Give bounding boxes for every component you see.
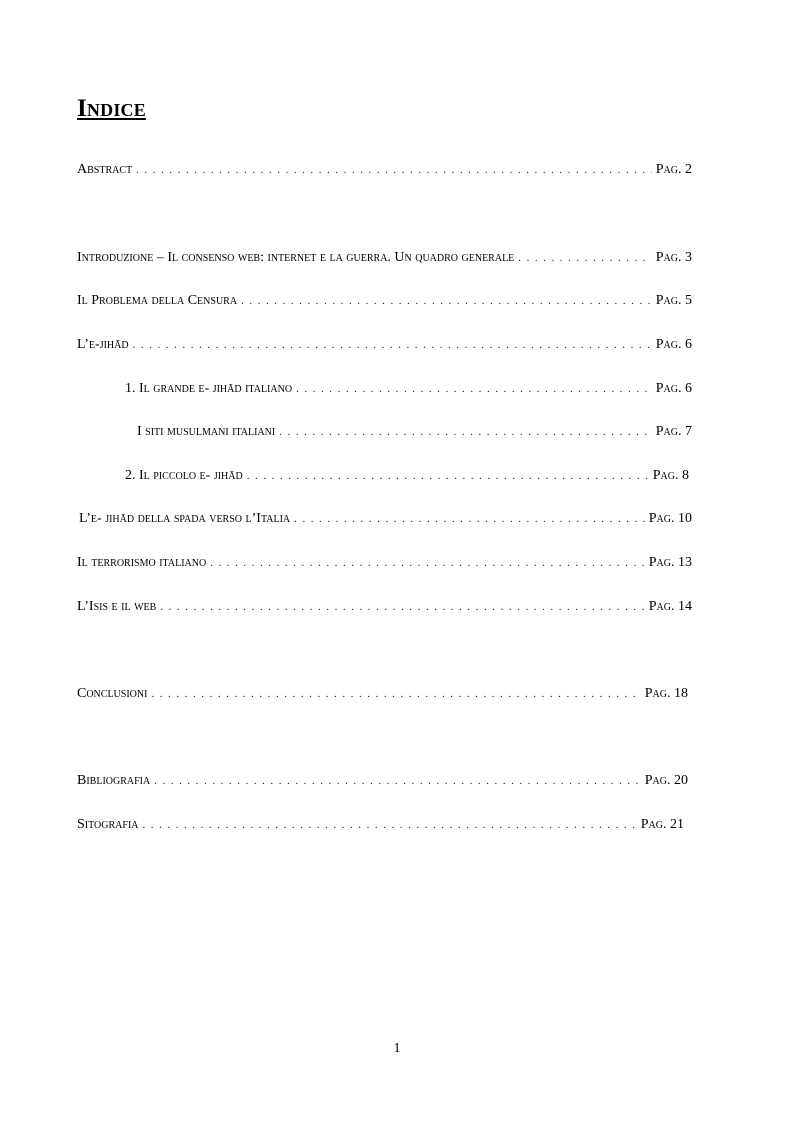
page-number: 1 <box>393 1041 401 1056</box>
dot-leader <box>151 688 640 700</box>
toc-entry-label: Abstract <box>77 162 133 177</box>
toc-entry-label: Il Problema della Censura <box>77 293 238 308</box>
toc-entry-label: L’e-jihād <box>77 337 129 352</box>
toc-title: Indice <box>77 95 146 122</box>
dot-leader <box>241 295 652 307</box>
toc-entry-sitografia <box>77 817 684 833</box>
toc-entry-page: Pag. 7 <box>655 424 692 439</box>
dot-leader <box>160 601 644 613</box>
toc-entry-page: Pag. 13 <box>648 555 692 570</box>
toc-entry-label: L’Isis e il web <box>77 599 157 614</box>
dot-leader <box>143 819 637 831</box>
dot-leader <box>136 164 652 176</box>
toc-entry-page: Pag. 21 <box>640 817 684 832</box>
toc-entry-e-jihad <box>77 337 692 353</box>
toc-entry-page: Pag. 10 <box>648 511 692 526</box>
toc-entry-abstract <box>77 162 692 178</box>
toc-entry-grande-e-jihad <box>125 381 692 397</box>
dot-leader <box>210 557 645 569</box>
toc-entry-bibliografia <box>77 773 688 789</box>
toc-entry-page: Pag. 8 <box>652 468 689 483</box>
toc-entry-label: Conclusioni <box>77 686 148 701</box>
toc-entry-label: 1. Il grande e- jihād italiano <box>125 381 293 396</box>
toc-entry-label: Bibliografia <box>77 773 151 788</box>
toc-entry-spada <box>79 511 692 527</box>
dot-leader <box>294 513 645 525</box>
toc-entry-label: Il terrorismo italiano <box>77 555 207 570</box>
dot-leader <box>279 426 652 438</box>
toc-entry-page: Pag. 20 <box>644 773 688 788</box>
toc-entry-label: L’e- jihād della spada verso l’Italia <box>79 511 291 526</box>
toc-entry-terrorismo <box>77 555 692 571</box>
dot-leader <box>247 470 649 482</box>
toc-entry-introduzione <box>77 250 692 266</box>
dot-leader <box>154 775 641 787</box>
toc-entry-label: Introduzione – Il consenso web: internet e la guerra. Un quadro generale <box>77 250 515 265</box>
dot-leader <box>133 339 652 351</box>
toc-entry-siti-musulmani <box>137 424 692 440</box>
dot-leader <box>518 252 651 264</box>
toc-entry-label: 2. Il piccolo e- jihād <box>125 468 243 483</box>
toc-entry-page: Pag. 6 <box>655 337 692 352</box>
toc-entry-page: Pag. 18 <box>644 686 688 701</box>
toc-entry-piccolo-e-jihad <box>125 468 689 484</box>
toc-entry-page: Pag. 2 <box>655 162 692 177</box>
toc-entry-conclusioni <box>77 686 688 702</box>
toc-entry-censura <box>77 293 692 309</box>
toc-entry-page: Pag. 14 <box>648 599 692 614</box>
toc-entry-isis <box>77 599 692 615</box>
dot-leader <box>296 383 652 395</box>
toc-entry-page: Pag. 5 <box>655 293 692 308</box>
toc-entry-page: Pag. 6 <box>655 381 692 396</box>
toc-entry-page: Pag. 3 <box>655 250 692 265</box>
toc-entry-label: Sitografia <box>77 817 139 832</box>
toc-entry-label: I siti musulmani italiani <box>137 424 276 439</box>
